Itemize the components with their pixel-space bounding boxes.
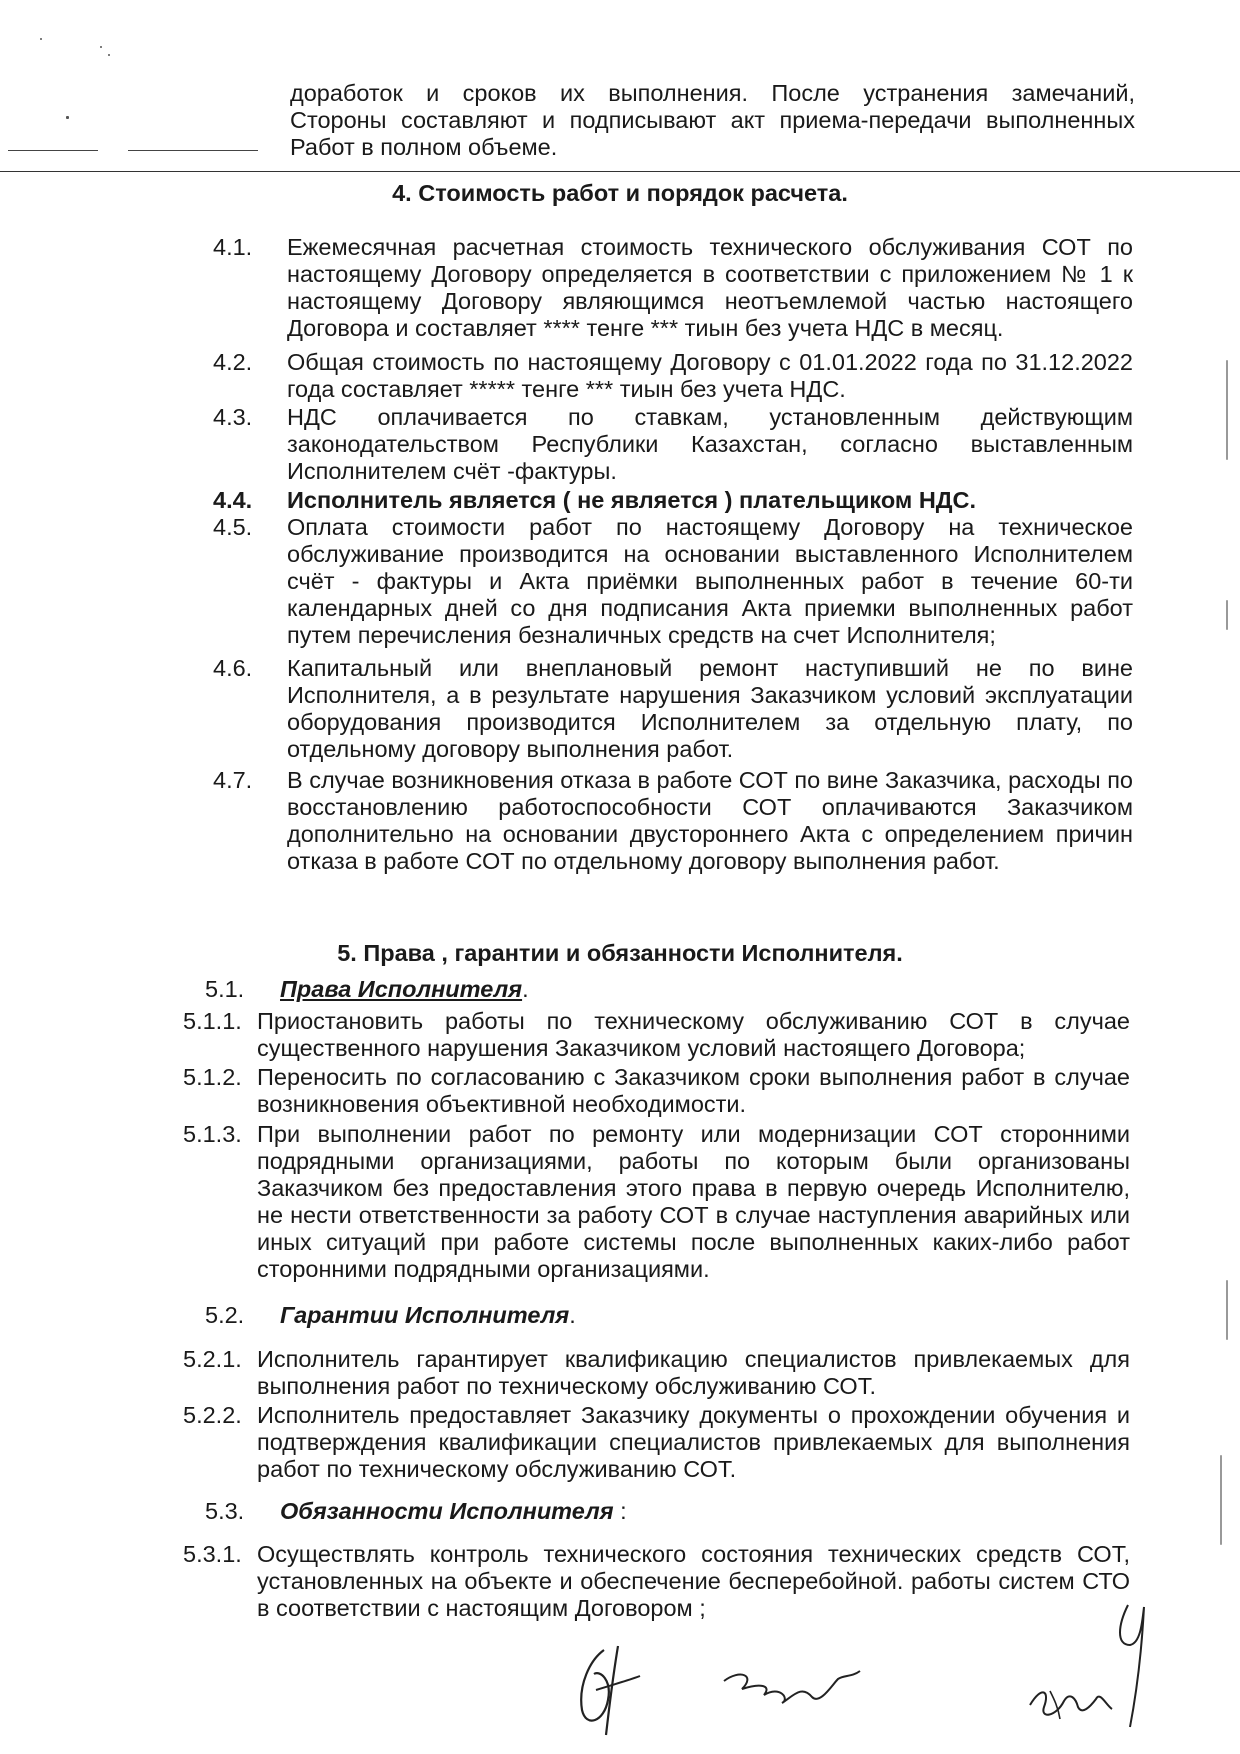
subsection-tail: . (522, 976, 529, 1002)
item-number: 5.3.1. (183, 1541, 242, 1567)
scan-dash (8, 150, 98, 151)
section-4-heading: 4. Стоимость работ и порядок расчета. (392, 180, 848, 206)
list-item (213, 514, 1133, 649)
item-text: Исполнитель является ( не является ) плательщиком НДС. (287, 487, 977, 513)
subsection-tail: : (613, 1498, 627, 1524)
list-item (213, 404, 1133, 485)
scan-edge-mark (1226, 1280, 1228, 1340)
item-text: Капитальный или внеплановый ремонт наступивший не по вине Исполнителя, а в результате нарушения Заказчиком условий эксплуатации оборудования производится Исполнителем за отдельную плату, по отдельному договору выполнения работ. (287, 655, 1133, 762)
subsection-title: Права Исполнителя (280, 976, 523, 1002)
item-text: НДС оплачивается по ставкам, установленным действующим законодательством Республики Казахстан, согласно выставленным Исполнителем счёт -фактуры. (287, 404, 1133, 484)
item-text: При выполнении работ по ремонту или модернизации СОТ сторонними подрядными организациями, работы по которым были организованы Заказчиком без предоставления этого права в первую очередь Исполнителю, не нести ответственности за работу СОТ в случае наступления аварийных или иных ситуаций при работе системы после выполненных каких-либо работ сторонними подрядными организациями. (257, 1121, 1130, 1282)
item-text: Переносить по согласованию с Заказчиком сроки выполнения работ в случае возникновения объективной необходимости. (257, 1064, 1130, 1117)
item-text: Оплата стоимости работ по настоящему Договору на техническое обслуживание производится на основании выставленного Исполнителем счёт - фактуры и Акта приёмки выполненных работ в течение 60-ти календарных дней со дня подписания Акта приемки выполненных работ путем перечисления безналичных средств на счет Исполнителя; (287, 514, 1133, 648)
subsection-heading (205, 1302, 1125, 1329)
subsection-tail: . (569, 1302, 576, 1328)
item-number: 4.1. (213, 234, 253, 260)
list-item (213, 234, 1133, 342)
list-item (213, 655, 1133, 763)
item-text: Исполнитель предоставляет Заказчику документы о прохождении обучения и подтверждения квалификации специалистов привлекаемых для выполнения работ по техническому обслуживанию СОТ. (257, 1402, 1130, 1482)
signature-icon (1020, 1595, 1170, 1735)
item-text: Исполнитель гарантирует квалификацию специалистов привлекаемых для выполнения работ по техническому обслуживанию СОТ. (257, 1346, 1130, 1399)
subsection-heading (205, 976, 1125, 1003)
item-number: 5.1.3. (183, 1121, 242, 1147)
item-number: 5.1.1. (183, 1008, 242, 1034)
item-number: 5.2. (205, 1302, 245, 1328)
subsection-title-wrap (280, 1302, 576, 1329)
scan-speck (40, 38, 42, 40)
scan-speck (66, 116, 69, 119)
list-item (183, 1064, 1130, 1118)
item-text: Общая стоимость по настоящему Договору с 01.01.2022 года по 31.12.2022 года составляет ***** тенге *** тиын без учета НДС. (287, 349, 1133, 402)
signature-icon (560, 1640, 650, 1740)
subsection-heading (205, 1498, 1125, 1525)
item-number: 4.6. (213, 655, 253, 681)
separator-line (0, 171, 1240, 172)
scan-speck (108, 54, 110, 56)
scan-edge-mark (1226, 360, 1228, 460)
item-text: Приостановить работы по техническому обслуживанию СОТ в случае существенного нарушения Заказчиком условий настоящего Договора; (257, 1008, 1130, 1061)
list-item (183, 1541, 1130, 1622)
list-item (183, 1121, 1130, 1283)
list-item (183, 1402, 1130, 1483)
item-text: В случае возникновения отказа в работе СОТ по вине Заказчика, расходы по восстановлению работоспособности СОТ оплачиваются Заказчиком дополнительно на основании двустороннего Акта с определением причин отказа в работе СОТ по отдельному договору выполнения работ. (287, 767, 1133, 874)
subsection-title: Обязанности Исполнителя (280, 1498, 614, 1524)
intro-paragraph (290, 80, 1135, 161)
item-number: 5.1.2. (183, 1064, 242, 1090)
item-number: 4.2. (213, 349, 253, 375)
intro-line: доработок и сроков их выполнения. После устранения замечаний, (290, 80, 1135, 106)
scan-dash (128, 150, 258, 151)
item-number: 4.7. (213, 767, 253, 793)
scan-edge-mark (1220, 1455, 1222, 1545)
signature-icon (720, 1655, 870, 1715)
subsection-title: Гарантии Исполнителя (280, 1302, 570, 1328)
intro-line: Стороны составляют и подписывают акт приема-передачи выполненных (290, 107, 1135, 133)
scan-speck (100, 46, 102, 48)
item-number: 4.5. (213, 514, 253, 540)
list-item (213, 767, 1133, 875)
list-item (183, 1346, 1130, 1400)
item-number: 4.3. (213, 404, 253, 430)
item-text: Ежемесячная расчетная стоимость технического обслуживания СОТ по настоящему Договору определяется в соответствии с приложением № 1 к настоящему Договору являющимся неотъемлемой частью настоящего Договора и составляет **** тенге *** тиын без учета НДС в месяц. (287, 234, 1133, 341)
list-item (213, 349, 1133, 403)
item-number: 5.1. (205, 976, 245, 1002)
section-5-heading: 5. Права , гарантии и обязанности Исполнителя. (337, 940, 903, 966)
item-number: 4.4. (213, 487, 253, 513)
subsection-title-wrap (280, 1498, 627, 1525)
item-number: 5.3. (205, 1498, 245, 1524)
intro-line: Работ в полном объеме. (290, 134, 558, 160)
list-item (183, 1008, 1130, 1062)
item-text: Осуществлять контроль технического состояния технических средств СОТ, установленных на объекте и обеспечение бесперебойной. работы систем СТО в соответствии с настоящим Договором ; (257, 1541, 1130, 1621)
item-number: 5.2.1. (183, 1346, 242, 1372)
list-item (213, 487, 1133, 514)
scan-edge-mark (1226, 600, 1228, 630)
subsection-title-wrap (280, 976, 529, 1003)
item-number: 5.2.2. (183, 1402, 242, 1428)
